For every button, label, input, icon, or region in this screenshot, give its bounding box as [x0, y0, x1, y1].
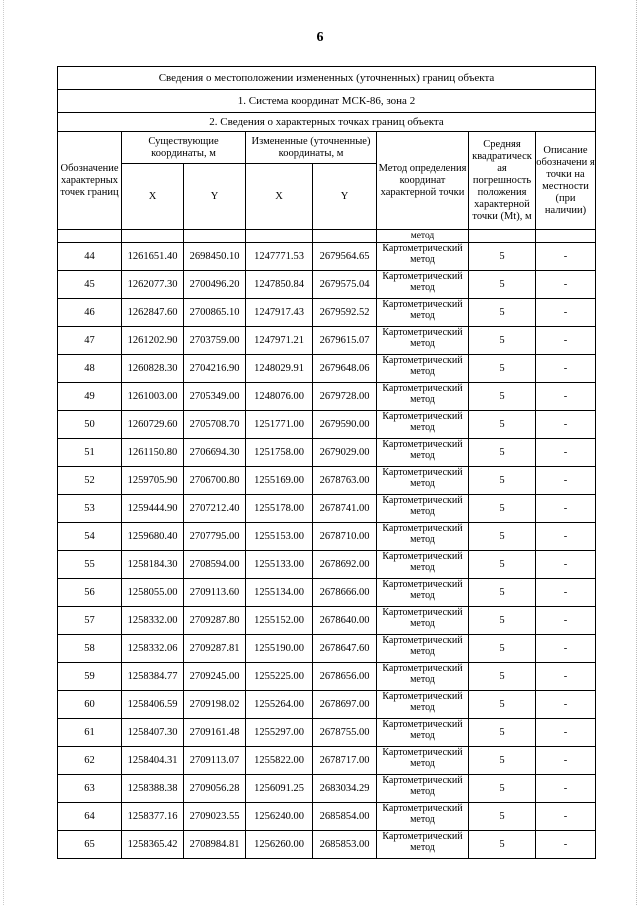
- changed-y: 2685853.00: [313, 831, 377, 859]
- table-row: [58, 663, 596, 691]
- mean-error: 5: [469, 299, 536, 327]
- changed-y: 2679590.00: [313, 411, 377, 439]
- mean-error: 5: [469, 691, 536, 719]
- method-line-2: метод: [410, 254, 435, 265]
- table-row: [58, 271, 596, 299]
- existing-y: 2707212.40: [184, 495, 246, 523]
- mean-error: 5: [469, 803, 536, 831]
- existing-x: 1258388.38: [122, 775, 184, 803]
- existing-y: 2700865.10: [184, 299, 246, 327]
- table-row: [58, 579, 596, 607]
- point-description: -: [536, 719, 596, 747]
- method-line-2: метод: [410, 310, 435, 321]
- changed-x: 1248029.91: [246, 355, 313, 383]
- method-line-2: метод: [410, 366, 435, 377]
- existing-x: 1259444.90: [122, 495, 184, 523]
- method: [377, 439, 469, 467]
- existing-x: 1261150.80: [122, 439, 184, 467]
- method: [377, 803, 469, 831]
- points-section-title: 2. Сведения о характерных точках границ объекта: [58, 113, 596, 132]
- method-line-2: метод: [410, 450, 435, 461]
- changed-y: 2678741.00: [313, 495, 377, 523]
- table-row: [58, 635, 596, 663]
- changed-y: 2678717.00: [313, 747, 377, 775]
- changed-x: 1256091.25: [246, 775, 313, 803]
- method-line-2: метод: [410, 702, 435, 713]
- mean-error: 5: [469, 579, 536, 607]
- method-line-1: Картометрический: [382, 299, 463, 310]
- existing-y: 2709113.07: [184, 747, 246, 775]
- existing-x: 1261003.00: [122, 383, 184, 411]
- existing-x: 1258332.06: [122, 635, 184, 663]
- point-number: 58: [58, 635, 122, 663]
- existing-x: 1260828.30: [122, 355, 184, 383]
- point-description: -: [536, 663, 596, 691]
- point-description: -: [536, 551, 596, 579]
- method: [377, 747, 469, 775]
- method-line-2: метод: [410, 394, 435, 405]
- header-y-existing: Y: [184, 164, 246, 230]
- header-existing-coords: Существующие координаты, м: [122, 132, 246, 164]
- method-line-1: Картометрический: [382, 243, 463, 254]
- changed-x: 1255225.00: [246, 663, 313, 691]
- changed-y: 2678647.60: [313, 635, 377, 663]
- point-number: 59: [58, 663, 122, 691]
- continuation-cell: [313, 230, 377, 243]
- point-number: 56: [58, 579, 122, 607]
- mean-error: 5: [469, 551, 536, 579]
- changed-x: 1255134.00: [246, 579, 313, 607]
- method-line-2: метод: [410, 478, 435, 489]
- table-row: [58, 327, 596, 355]
- method-line-1: Картометрический: [382, 411, 463, 422]
- existing-x: 1258404.31: [122, 747, 184, 775]
- changed-x: 1255190.00: [246, 635, 313, 663]
- header-method: Метод определения координат характерной точки: [377, 132, 469, 230]
- header-x-existing: X: [122, 164, 184, 230]
- page-number: 6: [316, 30, 324, 45]
- boundary-points-table: [57, 66, 596, 859]
- changed-x: 1255152.00: [246, 607, 313, 635]
- table-row: [58, 719, 596, 747]
- header-x-changed: X: [246, 164, 313, 230]
- existing-y: 2709198.02: [184, 691, 246, 719]
- changed-y: 2679648.06: [313, 355, 377, 383]
- existing-x: 1258332.00: [122, 607, 184, 635]
- existing-x: 1262847.60: [122, 299, 184, 327]
- point-number: 49: [58, 383, 122, 411]
- method-line-2: метод: [410, 282, 435, 293]
- continuation-cell: [58, 230, 122, 243]
- table-row: [58, 775, 596, 803]
- changed-x: 1255178.00: [246, 495, 313, 523]
- method-line-1: Картометрический: [382, 439, 463, 450]
- continuation-cell: [469, 230, 536, 243]
- changed-x: 1255264.00: [246, 691, 313, 719]
- mean-error: 5: [469, 439, 536, 467]
- point-number: 63: [58, 775, 122, 803]
- table-title: Сведения о местоположении измененных (уточненных) границ объекта: [58, 67, 596, 90]
- point-number: 54: [58, 523, 122, 551]
- changed-y: 2678763.00: [313, 467, 377, 495]
- point-description: -: [536, 635, 596, 663]
- existing-x: 1258184.30: [122, 551, 184, 579]
- existing-x: 1261651.40: [122, 243, 184, 271]
- method: [377, 607, 469, 635]
- point-number: 52: [58, 467, 122, 495]
- mean-error: 5: [469, 383, 536, 411]
- existing-y: 2709113.60: [184, 579, 246, 607]
- table-row: [58, 299, 596, 327]
- point-description: -: [536, 579, 596, 607]
- changed-y: 2678640.00: [313, 607, 377, 635]
- existing-x: 1258406.59: [122, 691, 184, 719]
- changed-x: 1247971.21: [246, 327, 313, 355]
- changed-y: 2679592.52: [313, 299, 377, 327]
- continuation-method: метод: [377, 230, 469, 243]
- changed-y: 2679575.04: [313, 271, 377, 299]
- changed-y: 2679564.65: [313, 243, 377, 271]
- continuation-cell: [246, 230, 313, 243]
- existing-y: 2709161.48: [184, 719, 246, 747]
- existing-y: 2705708.70: [184, 411, 246, 439]
- existing-y: 2705349.00: [184, 383, 246, 411]
- changed-x: 1255153.00: [246, 523, 313, 551]
- method-line-2: метод: [410, 814, 435, 825]
- point-description: -: [536, 831, 596, 859]
- changed-x: 1255822.00: [246, 747, 313, 775]
- method-line-1: Картометрический: [382, 551, 463, 562]
- existing-y: 2709287.80: [184, 607, 246, 635]
- method-line-1: Картометрический: [382, 747, 463, 758]
- method-line-2: метод: [410, 786, 435, 797]
- table-row: [58, 523, 596, 551]
- point-description: -: [536, 803, 596, 831]
- mean-error: 5: [469, 243, 536, 271]
- existing-x: 1261202.90: [122, 327, 184, 355]
- scan-edge-left: [3, 0, 5, 905]
- method-line-1: Картометрический: [382, 635, 463, 646]
- mean-error: 5: [469, 467, 536, 495]
- changed-x: 1247850.84: [246, 271, 313, 299]
- changed-y: 2679029.00: [313, 439, 377, 467]
- existing-y: 2703759.00: [184, 327, 246, 355]
- method: [377, 243, 469, 271]
- method-line-2: метод: [410, 422, 435, 433]
- method-line-2: метод: [410, 758, 435, 769]
- point-number: 55: [58, 551, 122, 579]
- existing-y: 2707795.00: [184, 523, 246, 551]
- mean-error: 5: [469, 271, 536, 299]
- method-line-1: Картометрический: [382, 271, 463, 282]
- changed-x: 1255297.00: [246, 719, 313, 747]
- method: [377, 719, 469, 747]
- scan-edge-right: [635, 0, 637, 905]
- table-row: [58, 439, 596, 467]
- point-number: 64: [58, 803, 122, 831]
- method: [377, 383, 469, 411]
- mean-error: 5: [469, 495, 536, 523]
- header-y-changed: Y: [313, 164, 377, 230]
- method-line-2: метод: [410, 646, 435, 657]
- mean-error: 5: [469, 327, 536, 355]
- point-description: -: [536, 327, 596, 355]
- method-line-2: метод: [410, 562, 435, 573]
- point-number: 50: [58, 411, 122, 439]
- changed-x: 1247771.53: [246, 243, 313, 271]
- continuation-cell: [536, 230, 596, 243]
- method-line-1: Картометрический: [382, 691, 463, 702]
- point-description: -: [536, 523, 596, 551]
- method: [377, 495, 469, 523]
- method: [377, 775, 469, 803]
- mean-error: 5: [469, 355, 536, 383]
- point-number: 48: [58, 355, 122, 383]
- changed-y: 2685854.00: [313, 803, 377, 831]
- method: [377, 411, 469, 439]
- existing-x: 1259705.90: [122, 467, 184, 495]
- existing-x: 1258365.42: [122, 831, 184, 859]
- mean-error: 5: [469, 775, 536, 803]
- changed-x: 1247917.43: [246, 299, 313, 327]
- point-number: 46: [58, 299, 122, 327]
- method-line-1: Картометрический: [382, 607, 463, 618]
- method-line-1: Картометрический: [382, 355, 463, 366]
- changed-x: 1256240.00: [246, 803, 313, 831]
- changed-x: 1251758.00: [246, 439, 313, 467]
- point-number: 47: [58, 327, 122, 355]
- changed-y: 2678656.00: [313, 663, 377, 691]
- mean-error: 5: [469, 635, 536, 663]
- method-line-1: Картометрический: [382, 467, 463, 478]
- method-line-2: метод: [410, 506, 435, 517]
- method-line-2: метод: [410, 674, 435, 685]
- table-row: [58, 551, 596, 579]
- changed-y: 2678710.00: [313, 523, 377, 551]
- method-line-1: Картометрический: [382, 327, 463, 338]
- method-line-2: метод: [410, 590, 435, 601]
- mean-error: 5: [469, 747, 536, 775]
- point-number: 57: [58, 607, 122, 635]
- table-row: [58, 243, 596, 271]
- existing-x: 1258407.30: [122, 719, 184, 747]
- changed-x: 1248076.00: [246, 383, 313, 411]
- method: [377, 355, 469, 383]
- point-number: 53: [58, 495, 122, 523]
- continuation-cell: [184, 230, 246, 243]
- existing-y: 2708984.81: [184, 831, 246, 859]
- changed-y: 2679728.00: [313, 383, 377, 411]
- point-description: -: [536, 439, 596, 467]
- method: [377, 327, 469, 355]
- method: [377, 691, 469, 719]
- point-description: -: [536, 495, 596, 523]
- method: [377, 663, 469, 691]
- existing-y: 2709245.00: [184, 663, 246, 691]
- method-line-2: метод: [410, 618, 435, 629]
- point-number: 51: [58, 439, 122, 467]
- table-row: [58, 691, 596, 719]
- header-designation: Обозначение характерных точек границ: [58, 132, 122, 230]
- changed-y: 2678692.00: [313, 551, 377, 579]
- existing-x: 1259680.40: [122, 523, 184, 551]
- existing-y: 2709023.55: [184, 803, 246, 831]
- point-number: 62: [58, 747, 122, 775]
- existing-y: 2708594.00: [184, 551, 246, 579]
- existing-y: 2700496.20: [184, 271, 246, 299]
- existing-y: 2698450.10: [184, 243, 246, 271]
- method-line-2: метод: [410, 842, 435, 853]
- changed-y: 2678697.00: [313, 691, 377, 719]
- method-line-1: Картометрический: [382, 719, 463, 730]
- method: [377, 635, 469, 663]
- method: [377, 523, 469, 551]
- changed-x: 1251771.00: [246, 411, 313, 439]
- point-description: -: [536, 411, 596, 439]
- existing-y: 2706700.80: [184, 467, 246, 495]
- method-line-2: метод: [410, 534, 435, 545]
- point-description: -: [536, 355, 596, 383]
- table-row: [58, 747, 596, 775]
- point-description: -: [536, 607, 596, 635]
- point-number: 44: [58, 243, 122, 271]
- changed-x: 1255133.00: [246, 551, 313, 579]
- existing-x: 1258384.77: [122, 663, 184, 691]
- continuation-cell: [122, 230, 184, 243]
- mean-error: 5: [469, 663, 536, 691]
- method-line-2: метод: [410, 338, 435, 349]
- point-description: -: [536, 467, 596, 495]
- mean-error: 5: [469, 523, 536, 551]
- method: [377, 579, 469, 607]
- table-row: [58, 467, 596, 495]
- header-mean-error: Средняя квадратическ ая погрешность положения характерной точки (Mt), м: [469, 132, 536, 230]
- method-line-1: Картометрический: [382, 523, 463, 534]
- existing-y: 2709287.81: [184, 635, 246, 663]
- point-description: -: [536, 243, 596, 271]
- existing-x: 1258055.00: [122, 579, 184, 607]
- changed-y: 2678666.00: [313, 579, 377, 607]
- existing-y: 2704216.90: [184, 355, 246, 383]
- method-line-1: Картометрический: [382, 579, 463, 590]
- existing-x: 1262077.30: [122, 271, 184, 299]
- point-number: 65: [58, 831, 122, 859]
- table-row: [58, 803, 596, 831]
- method: [377, 271, 469, 299]
- changed-x: 1255169.00: [246, 467, 313, 495]
- existing-x: 1258377.16: [122, 803, 184, 831]
- header-changed-coords: Измененные (уточненные) координаты, м: [246, 132, 377, 164]
- method: [377, 551, 469, 579]
- point-number: 45: [58, 271, 122, 299]
- point-number: 60: [58, 691, 122, 719]
- mean-error: 5: [469, 411, 536, 439]
- method-line-1: Картометрический: [382, 775, 463, 786]
- existing-y: 2706694.30: [184, 439, 246, 467]
- point-description: -: [536, 691, 596, 719]
- method-line-1: Картометрический: [382, 383, 463, 394]
- method-line-1: Картометрический: [382, 663, 463, 674]
- mean-error: 5: [469, 719, 536, 747]
- changed-y: 2683034.29: [313, 775, 377, 803]
- method-line-1: Картометрический: [382, 803, 463, 814]
- mean-error: 5: [469, 607, 536, 635]
- coordinate-system-title: 1. Система координат МСК-86, зона 2: [58, 90, 596, 113]
- existing-y: 2709056.28: [184, 775, 246, 803]
- point-description: -: [536, 383, 596, 411]
- method-line-2: метод: [410, 730, 435, 741]
- existing-x: 1260729.60: [122, 411, 184, 439]
- point-description: -: [536, 775, 596, 803]
- changed-x: 1256260.00: [246, 831, 313, 859]
- point-description: -: [536, 299, 596, 327]
- table-row: [58, 831, 596, 859]
- method-line-1: Картометрический: [382, 495, 463, 506]
- point-description: -: [536, 747, 596, 775]
- changed-y: 2679615.07: [313, 327, 377, 355]
- method: [377, 299, 469, 327]
- table-row: [58, 383, 596, 411]
- table-row: [58, 607, 596, 635]
- point-number: 61: [58, 719, 122, 747]
- method-line-1: Картометрический: [382, 831, 463, 842]
- table-row: [58, 411, 596, 439]
- method: [377, 467, 469, 495]
- point-description: -: [536, 271, 596, 299]
- mean-error: 5: [469, 831, 536, 859]
- table-row: [58, 495, 596, 523]
- table-row: [58, 355, 596, 383]
- changed-y: 2678755.00: [313, 719, 377, 747]
- header-description: Описание обозначени я точки на местности (при наличии): [536, 132, 596, 230]
- method: [377, 831, 469, 859]
